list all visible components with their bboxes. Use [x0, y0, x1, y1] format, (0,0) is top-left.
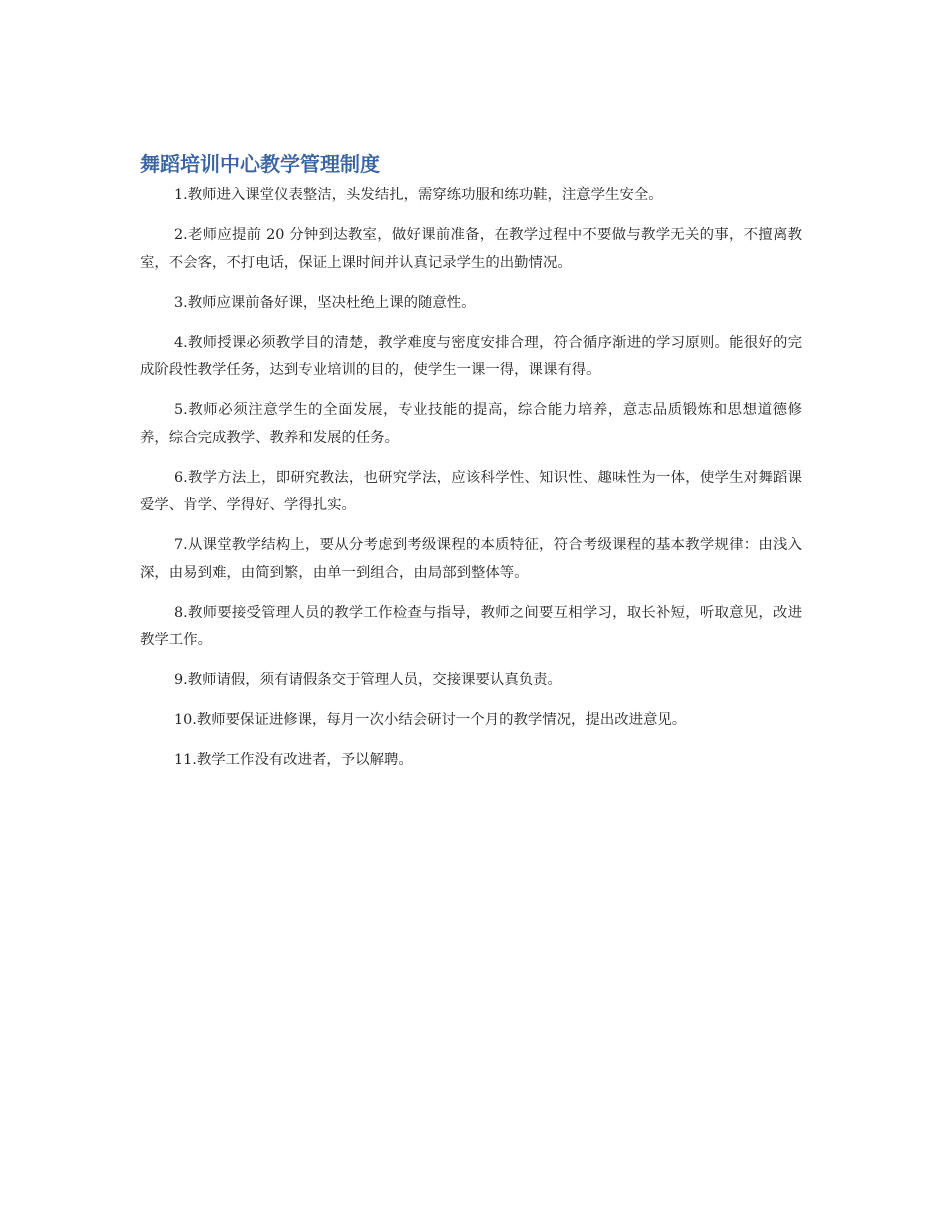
- document-title: 舞蹈培训中心教学管理制度: [140, 152, 380, 176]
- rule-paragraph-3: 3.教师应课前备好课，坚决杜绝上课的随意性。: [174, 294, 476, 311]
- rule-paragraph-6: 6.教学方法上，即研究教法，也研究学法，应该科学性、知识性、趣味性为一体，使学生对舞蹈课爱学、肯学、学得好、学得扎实。: [140, 469, 802, 513]
- rule-paragraph-11: 11.教学工作没有改进者，予以解聘。: [174, 752, 413, 768]
- rule-paragraph-2: 2.老师应提前 20 分钟到达教室，做好课前准备，在教学过程中不要做与教学无关的事，不擅离教室，不会客，不打电话，保证上课时间并认真记录学生的出勤情况。: [140, 227, 802, 271]
- rule-paragraph-7: 7.从课堂教学结构上，要从分考虑到考级课程的本质特征，符合考级课程的基本教学规律：由浅入深，由易到难，由简到繁，由单一到组合，由局部到整体等。: [140, 537, 802, 581]
- rule-paragraph-9: 9.教师请假，须有请假条交于管理人员，交接课要认真负责。: [174, 672, 562, 688]
- rule-paragraph-4: 4.教师授课必须教学目的清楚，教学难度与密度安排合理，符合循序渐进的学习原则。能很好的完成阶段性教学任务，达到专业培训的目的，使学生一课一得，课课有得。: [140, 334, 802, 378]
- rule-paragraph-5: 5.教师必须注意学生的全面发展，专业技能的提高，综合能力培养，意志品质锻炼和思想道德修养，综合完成教学、教养和发展的任务。: [140, 402, 802, 446]
- rule-paragraph-8: 8.教师要接受管理人员的教学工作检查与指导，教师之间要互相学习，取长补短，听取意见，改进教学工作。: [140, 604, 802, 648]
- rule-paragraph-1: 1.教师进入课堂仪表整洁，头发结扎，需穿练功服和练功鞋，注意学生安全。: [174, 187, 663, 203]
- rule-paragraph-10: 10.教师要保证进修课，每月一次小结会研讨一个月的教学情况，提出改进意见。: [174, 712, 687, 728]
- document-page: [140, 150, 802, 787]
